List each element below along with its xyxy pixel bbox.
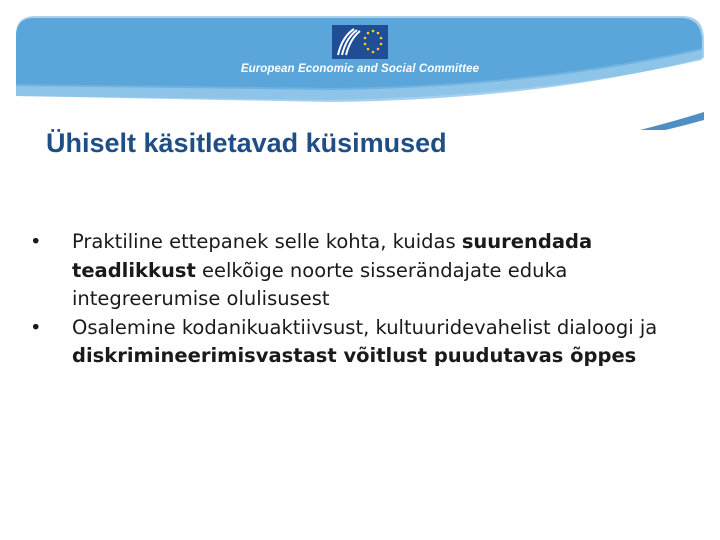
eesc-logo-icon <box>332 25 388 59</box>
organisation-name: European Economic and Social Committee <box>240 63 480 75</box>
bullet-symbol: • <box>30 230 42 253</box>
header-swoosh <box>560 112 704 130</box>
bullet-text: Osalemine kodanikuaktiivsust, kultuuridevahelist dialoogi ja <box>72 315 658 339</box>
bullet-item <box>30 314 680 371</box>
bullet-text-bold: suurendada teadlikkust <box>72 230 593 282</box>
bullet-text-bold: diskrimineerimisvastast võitlust puudutavas õppes <box>72 344 637 367</box>
bullet-text: Praktiline ettepanek selle kohta, kuidas <box>72 230 462 253</box>
bullet-list <box>30 228 680 371</box>
bullet-item <box>30 228 680 314</box>
bullet-symbol: • <box>30 315 42 339</box>
bullet-text: eelkõige noorte sisserändajate eduka integreerumise olulisusest <box>72 258 568 310</box>
slide-title: Ühiselt käsitletavad küsimused <box>46 128 447 158</box>
